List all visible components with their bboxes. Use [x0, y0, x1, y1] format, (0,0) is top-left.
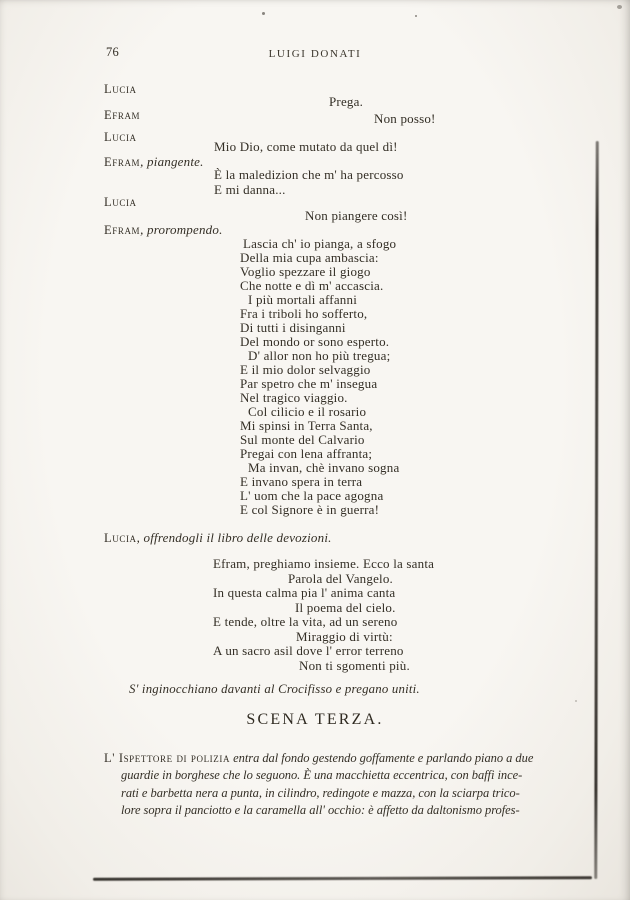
scan-artifact-vertical-line: [594, 141, 599, 879]
poem-line: Fra i triboli ho sofferto,: [240, 306, 368, 321]
prayer-line: Non ti sgomenti più.: [299, 658, 410, 673]
speaker-label: Lucia: [104, 130, 137, 144]
scene-direction-line: guardie in borghese che lo seguono. È una macchietta eccentrica, con baffi ince-: [121, 768, 523, 782]
poem-line: I più mortali affanni: [248, 292, 358, 307]
poem-line: Della mia cupa ambascia:: [240, 250, 379, 265]
prayer-line: In questa calma pia l' anima canta: [213, 585, 396, 600]
prayer-line: Il poema del cielo.: [295, 600, 396, 615]
stage-direction-inline: , prorompendo.: [140, 222, 223, 237]
speaker-label-with-direction: [104, 223, 223, 237]
poem-line: L' uom che la pace agogna: [240, 488, 384, 503]
page-number: 76: [106, 45, 119, 59]
speaker-label-with-direction: [104, 531, 332, 545]
scan-speck: [262, 12, 265, 15]
character-intro-smallcaps: L' Ispettore di polizia: [104, 751, 231, 765]
prayer-line: Parola del Vangelo.: [288, 571, 394, 586]
poem-line: Di tutti i disinganni: [240, 320, 346, 335]
scene-heading: SCENA TERZA.: [246, 711, 384, 728]
dialogue-line: Prega.: [329, 94, 364, 109]
poem-line: E col Signore è in guerra!: [240, 502, 380, 517]
poem-line: Che notte e dì m' accascia.: [240, 278, 384, 293]
scan-speck: [575, 700, 577, 702]
poem-line: Col cilicio e il rosario: [248, 404, 367, 419]
speaker-label: Efram: [104, 108, 141, 122]
dialogue-line: Non piangere così!: [305, 208, 408, 223]
scene-direction-line: rati e barbetta nera a punta, in cilindro, redingote e mazza, con la sciarpa trico-: [121, 786, 520, 800]
stage-note: S' inginocchiano davanti al Crocifisso e pregano uniti.: [129, 682, 420, 696]
poem-line: E invano spera in terra: [240, 474, 363, 489]
stage-direction-inline: , offrendogli il libro delle devozioni.: [136, 530, 332, 545]
poem-line: Nel tragico viaggio.: [240, 390, 348, 405]
stage-direction-inline: , piangente.: [140, 154, 204, 169]
speaker-label: Lucia: [104, 195, 137, 209]
poem-line: Del mondo or sono esperto.: [240, 334, 390, 349]
poem-line: Pregai con lena affranta;: [240, 446, 373, 461]
poem-line: Par spetro che m' insegua: [240, 376, 378, 391]
prayer-line: A un sacro asil dove l' error terreno: [213, 643, 404, 658]
scene-direction-text: entra dal fondo gestendo goffamente e parlando piano a due: [230, 751, 534, 765]
speaker-label: Lucia: [104, 82, 137, 96]
prayer-line: E tende, oltre la vita, ad un sereno: [213, 614, 398, 629]
scan-artifact-bottom-line: [93, 876, 592, 881]
dialogue-line: E mi danna...: [214, 182, 286, 197]
speaker-name: Lucia: [104, 531, 137, 545]
poem-line: Lascia ch' io pianga, a sfogo: [243, 236, 397, 251]
poem-line: Mi spinsi in Terra Santa,: [240, 418, 373, 433]
poem-line: Ma invan, chè invano sogna: [248, 460, 400, 475]
poem-line: Voglio spezzare il giogo: [240, 264, 371, 279]
scene-direction-line: [104, 752, 533, 765]
running-header: LUIGI DONATI: [268, 48, 362, 60]
prayer-line: Miraggio di virtù:: [296, 629, 393, 644]
scan-speck: [617, 5, 622, 9]
scene-direction-line: lore sopra il panciotto e la caramella all' occhio: è affetto da daltonismo profes-: [121, 803, 520, 817]
dialogue-line: Mio Dio, come mutato da quel dì!: [214, 139, 398, 154]
prayer-line: Efram, preghiamo insieme. Ecco la santa: [213, 556, 435, 571]
dialogue-line: Non posso!: [374, 111, 436, 126]
poem-line: Sul monte del Calvario: [240, 432, 365, 447]
scan-speck: [415, 15, 417, 17]
dialogue-line: È la maledizion che m' ha percosso: [214, 167, 404, 182]
poem-line: E il mio dolor selvaggio: [240, 362, 371, 377]
poem-line: D' allor non ho più tregua;: [248, 348, 391, 363]
speaker-label-with-direction: [104, 155, 204, 169]
speaker-name: Efram: [104, 155, 141, 169]
speaker-name: Efram: [104, 223, 141, 237]
